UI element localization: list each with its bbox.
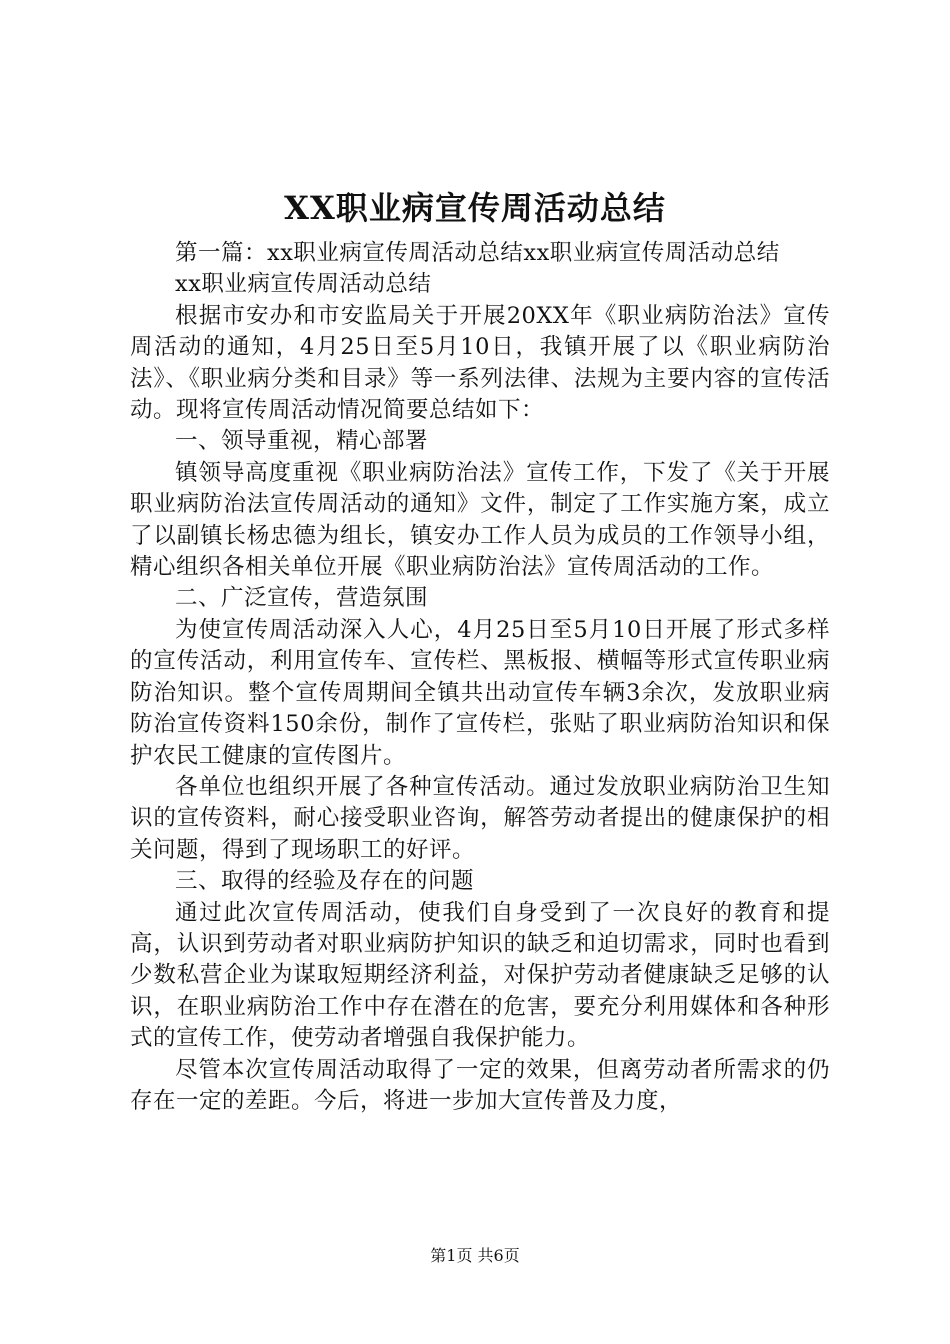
document-title: XX职业病宣传周活动总结	[284, 189, 666, 227]
paragraph-subtitle: xx职业病宣传周活动总结	[175, 271, 432, 298]
section-heading-1: 一、领导重视，精心部署	[175, 428, 429, 455]
paragraph-section-2b: 各单位也组织开展了各种宣传活动。通过发放职业病防治卫生知识的宣传资料，耐心接受职业咨询，解答劳动者提出的健康保护的相关问题，得到了现场职工的好评。	[130, 773, 830, 863]
paragraph-section-3b: 尽管本次宣传周活动取得了一定的效果，但离劳动者所需求的仍存在一定的差距。今后，将进一步加大宣传普及力度，	[130, 1056, 830, 1114]
page-number-footer: 第1页 共6页	[430, 1246, 520, 1265]
paragraph-background: 根据市安办和市安监局关于开展20XX年《职业病防治法》宣传周活动的通知，4月25日至5月10日，我镇开展了以《职业病防治法》、《职业病分类和目录》等一系列法律、法规为主要内容的宣传活动。现将宣传周活动情况简要总结如下：	[130, 302, 830, 424]
paragraph-section-3a: 通过此次宣传周活动，使我们自身受到了一次良好的教育和提高，认识到劳动者对职业病防护知识的缺乏和迫切需求，同时也看到少数私营企业为谋取短期经济利益，对保护劳动者健康缺乏足够的认识，在职业病防治工作中存在潜在的危害，要充分利用媒体和各种形式的宣传工作，使劳动者增强自我保护能力。	[130, 899, 830, 1052]
paragraph-section-2a: 为使宣传周活动深入人心，4月25日至5月10日开展了形式多样的宣传活动，利用宣传车、宣传栏、黑板报、横幅等形式宣传职业病防治知识。整个宣传周期间全镇共出动宣传车辆3余次，发放职业病防治宣传资料150余份，制作了宣传栏，张贴了职业病防治知识和保护农民工健康的宣传图片。	[130, 616, 830, 769]
document-body	[130, 238, 830, 1117]
section-heading-3: 三、取得的经验及存在的问题	[175, 868, 475, 895]
paragraph-intro: 第一篇：xx职业病宣传周活动总结xx职业病宣传周活动总结	[175, 240, 780, 266]
section-heading-2: 二、广泛宣传，营造氛围	[175, 585, 429, 612]
paragraph-section-1: 镇领导高度重视《职业病防治法》宣传工作，下发了《关于开展职业病防治法宣传周活动的通知》文件，制定了工作实施方案，成立了以副镇长杨忠德为组长，镇安办工作人员为成员的工作领导小组，精心组织各相关单位开展《职业病防治法》宣传周活动的工作。	[130, 459, 830, 581]
